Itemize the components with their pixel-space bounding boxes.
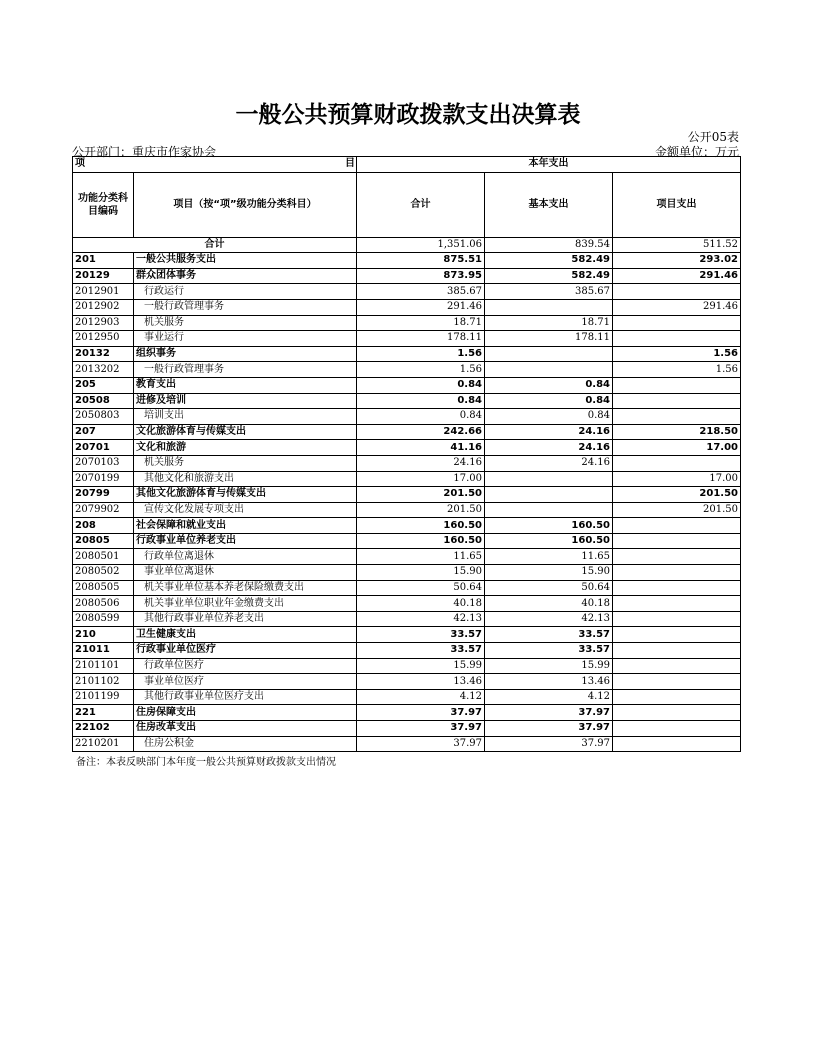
row-name: 一般行政管理事务 bbox=[134, 299, 357, 315]
row-basic bbox=[485, 362, 613, 378]
table-row bbox=[73, 596, 741, 612]
row-project: 17.00 bbox=[613, 471, 741, 487]
row-total: 17.00 bbox=[357, 471, 485, 487]
row-total: 201.50 bbox=[357, 502, 485, 518]
row-total: 0.84 bbox=[357, 393, 485, 409]
row-project: 1.56 bbox=[613, 346, 741, 362]
table-row bbox=[73, 549, 741, 565]
row-code: 2210201 bbox=[73, 736, 134, 752]
row-code: 2080599 bbox=[73, 611, 134, 627]
row-code: 21011 bbox=[73, 643, 134, 659]
form-number: 公开05表 bbox=[687, 130, 739, 144]
row-name: 文化旅游体育与传媒支出 bbox=[134, 424, 357, 440]
row-project bbox=[613, 393, 741, 409]
row-project bbox=[613, 643, 741, 659]
table-row bbox=[73, 393, 741, 409]
row-project bbox=[613, 549, 741, 565]
total-label: 合计 bbox=[73, 237, 357, 253]
row-project bbox=[613, 627, 741, 643]
row-total: 33.57 bbox=[357, 627, 485, 643]
table-row bbox=[73, 565, 741, 581]
row-project bbox=[613, 331, 741, 347]
row-code: 20129 bbox=[73, 268, 134, 284]
row-basic: 582.49 bbox=[485, 268, 613, 284]
row-project: 201.50 bbox=[613, 487, 741, 503]
row-basic: 33.57 bbox=[485, 627, 613, 643]
row-basic: 15.90 bbox=[485, 565, 613, 581]
row-total: 873.95 bbox=[357, 268, 485, 284]
table-row bbox=[73, 409, 741, 425]
header-item-cell bbox=[73, 157, 357, 173]
row-code: 20799 bbox=[73, 487, 134, 503]
row-basic: 15.99 bbox=[485, 658, 613, 674]
row-name: 其他行政事业单位医疗支出 bbox=[134, 689, 357, 705]
header-item: 项目（按“项”级功能分类科目） bbox=[134, 172, 357, 237]
table-row bbox=[73, 502, 741, 518]
row-basic: 0.84 bbox=[485, 409, 613, 425]
table-row bbox=[73, 346, 741, 362]
table-row bbox=[73, 721, 741, 737]
row-basic: 18.71 bbox=[485, 315, 613, 331]
row-basic: 13.46 bbox=[485, 674, 613, 690]
row-total: 242.66 bbox=[357, 424, 485, 440]
row-name: 卫生健康支出 bbox=[134, 627, 357, 643]
row-project bbox=[613, 721, 741, 737]
table-row bbox=[73, 643, 741, 659]
row-name: 组织事务 bbox=[134, 346, 357, 362]
row-code: 20701 bbox=[73, 440, 134, 456]
header-mu: 目 bbox=[345, 158, 355, 169]
table-row bbox=[73, 455, 741, 471]
row-code: 2012950 bbox=[73, 331, 134, 347]
row-basic bbox=[485, 471, 613, 487]
row-code: 201 bbox=[73, 253, 134, 269]
row-total: 37.97 bbox=[357, 736, 485, 752]
row-code: 2050803 bbox=[73, 409, 134, 425]
page-title: 一般公共预算财政拨款支出决算表 bbox=[235, 102, 581, 128]
row-total: 291.46 bbox=[357, 299, 485, 315]
row-code: 20132 bbox=[73, 346, 134, 362]
table-row bbox=[73, 658, 741, 674]
row-name: 行政单位离退休 bbox=[134, 549, 357, 565]
row-name: 行政事业单位医疗 bbox=[134, 643, 357, 659]
row-name: 群众团体事务 bbox=[134, 268, 357, 284]
row-total: 0.84 bbox=[357, 409, 485, 425]
table-row bbox=[73, 580, 741, 596]
row-basic bbox=[485, 299, 613, 315]
row-code: 2012903 bbox=[73, 315, 134, 331]
row-basic: 0.84 bbox=[485, 393, 613, 409]
row-total: 385.67 bbox=[357, 284, 485, 300]
row-name: 住房保障支出 bbox=[134, 705, 357, 721]
row-basic bbox=[485, 487, 613, 503]
row-project bbox=[613, 705, 741, 721]
row-project: 17.00 bbox=[613, 440, 741, 456]
row-code: 2080505 bbox=[73, 580, 134, 596]
row-basic: 33.57 bbox=[485, 643, 613, 659]
row-total: 1.56 bbox=[357, 346, 485, 362]
row-code: 2101102 bbox=[73, 674, 134, 690]
row-name: 其他行政事业单位养老支出 bbox=[134, 611, 357, 627]
row-total: 160.50 bbox=[357, 533, 485, 549]
total-project: 511.52 bbox=[613, 237, 741, 253]
row-name: 机关服务 bbox=[134, 315, 357, 331]
table-row bbox=[73, 315, 741, 331]
row-total: 15.99 bbox=[357, 658, 485, 674]
row-code: 2013202 bbox=[73, 362, 134, 378]
row-project bbox=[613, 580, 741, 596]
row-basic: 40.18 bbox=[485, 596, 613, 612]
row-project bbox=[613, 315, 741, 331]
row-project bbox=[613, 736, 741, 752]
row-name: 机关服务 bbox=[134, 455, 357, 471]
row-code: 208 bbox=[73, 518, 134, 534]
row-project bbox=[613, 377, 741, 393]
header-total: 合计 bbox=[357, 172, 485, 237]
row-name: 教育支出 bbox=[134, 377, 357, 393]
row-name: 一般公共服务支出 bbox=[134, 253, 357, 269]
row-total: 41.16 bbox=[357, 440, 485, 456]
row-basic: 24.16 bbox=[485, 455, 613, 471]
row-project bbox=[613, 658, 741, 674]
row-project: 291.46 bbox=[613, 299, 741, 315]
row-project bbox=[613, 455, 741, 471]
table-row bbox=[73, 471, 741, 487]
header-current-year: 本年支出 bbox=[357, 157, 741, 173]
row-project bbox=[613, 596, 741, 612]
header-row-top bbox=[73, 157, 741, 173]
row-code: 2012901 bbox=[73, 284, 134, 300]
row-basic: 11.65 bbox=[485, 549, 613, 565]
table-row bbox=[73, 627, 741, 643]
row-name: 事业单位医疗 bbox=[134, 674, 357, 690]
row-total: 37.97 bbox=[357, 705, 485, 721]
row-project: 201.50 bbox=[613, 502, 741, 518]
row-total: 178.11 bbox=[357, 331, 485, 347]
row-total: 0.84 bbox=[357, 377, 485, 393]
row-name: 事业运行 bbox=[134, 331, 357, 347]
row-total: 160.50 bbox=[357, 518, 485, 534]
row-code: 22102 bbox=[73, 721, 134, 737]
row-code: 20508 bbox=[73, 393, 134, 409]
row-total: 4.12 bbox=[357, 689, 485, 705]
total-basic: 839.54 bbox=[485, 237, 613, 253]
row-basic: 24.16 bbox=[485, 440, 613, 456]
header-xiang: 项 bbox=[75, 158, 85, 170]
row-total: 24.16 bbox=[357, 455, 485, 471]
row-project: 291.46 bbox=[613, 268, 741, 284]
row-total: 875.51 bbox=[357, 253, 485, 269]
row-code: 2070103 bbox=[73, 455, 134, 471]
table-row bbox=[73, 705, 741, 721]
row-code: 210 bbox=[73, 627, 134, 643]
row-project: 1.56 bbox=[613, 362, 741, 378]
row-basic bbox=[485, 346, 613, 362]
table-row bbox=[73, 674, 741, 690]
row-total: 40.18 bbox=[357, 596, 485, 612]
table-row bbox=[73, 424, 741, 440]
row-total: 18.71 bbox=[357, 315, 485, 331]
table-row bbox=[73, 518, 741, 534]
expenditure-table bbox=[72, 156, 741, 752]
row-name: 机关事业单位职业年金缴费支出 bbox=[134, 596, 357, 612]
row-name: 文化和旅游 bbox=[134, 440, 357, 456]
row-code: 2080501 bbox=[73, 549, 134, 565]
row-basic: 385.67 bbox=[485, 284, 613, 300]
department-label: 公开部门：重庆市作家协会 bbox=[72, 145, 217, 159]
row-basic: 37.97 bbox=[485, 705, 613, 721]
row-basic: 178.11 bbox=[485, 331, 613, 347]
table-row bbox=[73, 736, 741, 752]
row-project bbox=[613, 284, 741, 300]
row-basic: 160.50 bbox=[485, 518, 613, 534]
row-basic: 37.97 bbox=[485, 736, 613, 752]
row-project bbox=[613, 533, 741, 549]
row-project bbox=[613, 674, 741, 690]
total-amount: 1,351.06 bbox=[357, 237, 485, 253]
row-project: 293.02 bbox=[613, 253, 741, 269]
row-name: 事业单位离退休 bbox=[134, 565, 357, 581]
row-name: 住房改革支出 bbox=[134, 721, 357, 737]
row-name: 其他文化旅游体育与传媒支出 bbox=[134, 487, 357, 503]
row-basic bbox=[485, 502, 613, 518]
table-row bbox=[73, 689, 741, 705]
row-total: 50.64 bbox=[357, 580, 485, 596]
table-row bbox=[73, 611, 741, 627]
header-row-main bbox=[73, 172, 741, 237]
row-name: 进修及培训 bbox=[134, 393, 357, 409]
table-row bbox=[73, 377, 741, 393]
table-row bbox=[73, 440, 741, 456]
table-row bbox=[73, 299, 741, 315]
row-code: 2101199 bbox=[73, 689, 134, 705]
row-project bbox=[613, 565, 741, 581]
table-row bbox=[73, 268, 741, 284]
row-name: 行政单位医疗 bbox=[134, 658, 357, 674]
header-project: 项目支出 bbox=[613, 172, 741, 237]
row-total: 11.65 bbox=[357, 549, 485, 565]
row-code: 207 bbox=[73, 424, 134, 440]
row-project: 218.50 bbox=[613, 424, 741, 440]
row-total: 37.97 bbox=[357, 721, 485, 737]
row-name: 行政事业单位养老支出 bbox=[134, 533, 357, 549]
row-project bbox=[613, 518, 741, 534]
footnote: 备注：本表反映部门本年度一般公共预算财政拨款支出情况 bbox=[76, 757, 336, 768]
row-total: 42.13 bbox=[357, 611, 485, 627]
row-code: 2080506 bbox=[73, 596, 134, 612]
row-code: 2070199 bbox=[73, 471, 134, 487]
amount-unit-label: 金额单位：万元 bbox=[654, 145, 739, 159]
total-row bbox=[73, 237, 741, 253]
row-basic: 42.13 bbox=[485, 611, 613, 627]
row-basic: 0.84 bbox=[485, 377, 613, 393]
row-code: 221 bbox=[73, 705, 134, 721]
table-row bbox=[73, 487, 741, 503]
row-code: 2079902 bbox=[73, 502, 134, 518]
row-name: 培训支出 bbox=[134, 409, 357, 425]
table-row bbox=[73, 533, 741, 549]
row-name: 社会保障和就业支出 bbox=[134, 518, 357, 534]
row-code: 2012902 bbox=[73, 299, 134, 315]
row-name: 一般行政管理事务 bbox=[134, 362, 357, 378]
header-code: 功能分类科目编码 bbox=[73, 172, 134, 237]
row-name: 住房公积金 bbox=[134, 736, 357, 752]
row-total: 15.90 bbox=[357, 565, 485, 581]
row-total: 201.50 bbox=[357, 487, 485, 503]
row-code: 2101101 bbox=[73, 658, 134, 674]
table-row bbox=[73, 284, 741, 300]
table-row bbox=[73, 331, 741, 347]
row-basic: 24.16 bbox=[485, 424, 613, 440]
row-total: 13.46 bbox=[357, 674, 485, 690]
row-name: 机关事业单位基本养老保险缴费支出 bbox=[134, 580, 357, 596]
row-project bbox=[613, 689, 741, 705]
table-row bbox=[73, 253, 741, 269]
row-basic: 50.64 bbox=[485, 580, 613, 596]
row-total: 33.57 bbox=[357, 643, 485, 659]
row-total: 1.56 bbox=[357, 362, 485, 378]
row-basic: 37.97 bbox=[485, 721, 613, 737]
table-row bbox=[73, 362, 741, 378]
row-code: 2080502 bbox=[73, 565, 134, 581]
row-basic: 582.49 bbox=[485, 253, 613, 269]
header-basic: 基本支出 bbox=[485, 172, 613, 237]
row-project bbox=[613, 409, 741, 425]
row-name: 宣传文化发展专项支出 bbox=[134, 502, 357, 518]
row-code: 20805 bbox=[73, 533, 134, 549]
row-name: 行政运行 bbox=[134, 284, 357, 300]
row-code: 205 bbox=[73, 377, 134, 393]
row-basic: 160.50 bbox=[485, 533, 613, 549]
row-project bbox=[613, 611, 741, 627]
row-name: 其他文化和旅游支出 bbox=[134, 471, 357, 487]
row-basic: 4.12 bbox=[485, 689, 613, 705]
